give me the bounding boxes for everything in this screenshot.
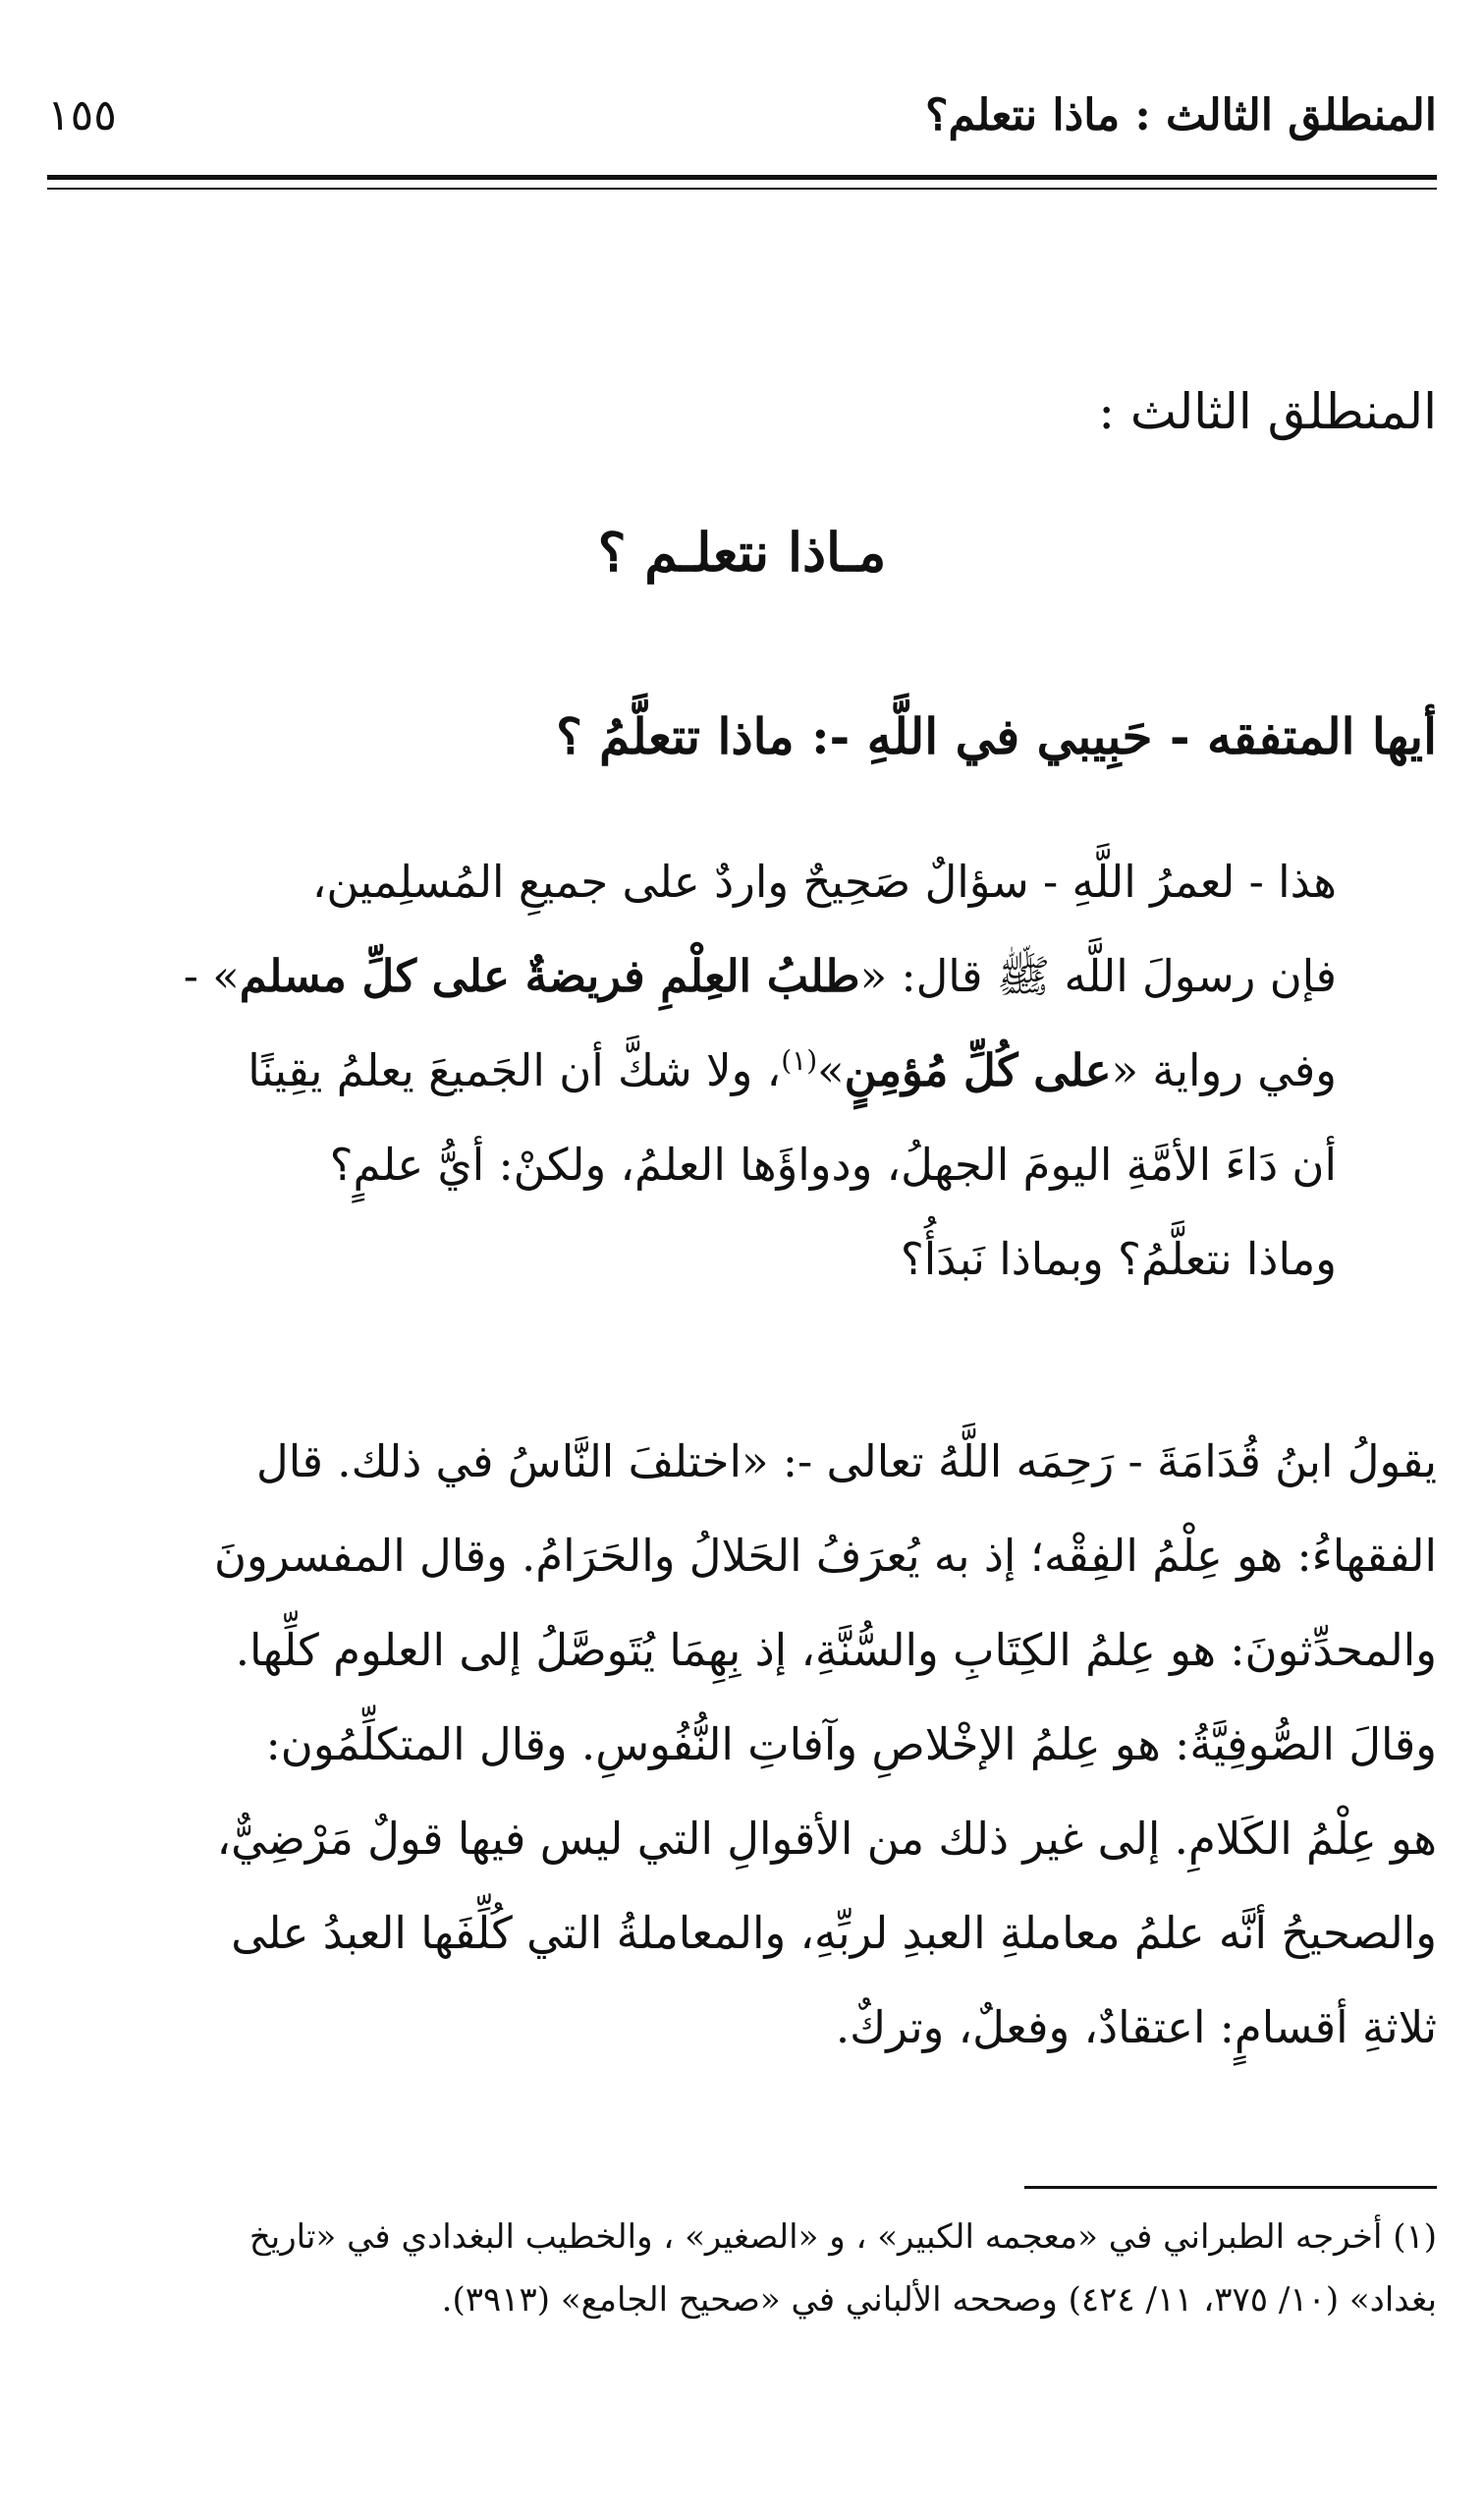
hadith-variant-quote: على كُلِّ مُؤمِنٍ <box>844 1044 1112 1096</box>
paragraph-line: ثلاثةِ أقسامٍ: اعتقادٌ، وفعلٌ، وتركٌ. <box>835 2001 1437 2053</box>
footnote-line: (١) أخرجه الطبراني في «معجمه الكبير» ، و «الصغير» ، والخطيب البغدادي في «تاريخ <box>248 2217 1437 2257</box>
subheading: أيها المتفقه - حَبِيبي في اللَّهِ -: ماذا تتعلَّمُ ؟ <box>556 707 1437 765</box>
paragraph-1 <box>183 835 1337 1307</box>
paragraph-line <box>183 929 1337 1024</box>
paragraph-line: هو عِلْمُ الكَلامِ. إلى غير ذلك من الأقوالِ التي ليس فيها قولٌ مَرْضِيٌّ، <box>216 1813 1437 1865</box>
section-title: مـاذا نتعلـم ؟ <box>597 521 887 584</box>
paragraph-line: هذا - لعمرُ اللَّهِ - سؤالٌ صَحِيحٌ واردٌ على جميعِ المُسلِمين، <box>311 856 1337 908</box>
text-run: وفي رواية « <box>1111 1044 1337 1096</box>
paragraph-line: يقولُ ابنُ قُدَامَةَ - رَحِمَه اللَّهُ تعالى -: «اختلفَ النَّاسُ في ذلك. قال <box>256 1435 1437 1487</box>
paragraph-line: وقالَ الصُّوفِيَّةُ: هو عِلمُ الإخْلاصِ وآفاتِ النُّفُوسِ. وقال المتكلِّمُون: <box>265 1718 1437 1770</box>
hadith-quote: طلبُ العِلْمِ فريضةٌ على كلِّ مسلم <box>239 950 860 1002</box>
paragraph-line: وماذا نتعلَّمُ؟ وبماذا نَبدَأُ؟ <box>900 1233 1337 1285</box>
header-rule-thick <box>47 175 1437 180</box>
paragraph-line: الفقهاءُ: هو عِلْمُ الفِقْه؛ إذ به يُعرَفُ الحَلالُ والحَرَامُ. وقال المفسرونَ <box>214 1530 1437 1582</box>
paragraph-line: والصحيحُ أنَّه علمُ معاملةِ العبدِ لربِّهِ، والمعاملةُ التي كُلِّفَها العبدُ على <box>231 1907 1437 1959</box>
paragraph-line: والمحدِّثونَ: هو عِلمُ الكِتَابِ والسُّنَّةِ، إذ بِهِمَا يُتَوصَّلُ إلى العلوم كلِّها. <box>235 1624 1437 1676</box>
running-title: المنطلق الثالث : ماذا نتعلم؟ <box>925 90 1437 140</box>
text-run: » - <box>183 950 240 1002</box>
paragraph-line <box>222 1024 1337 1118</box>
page-number: ١٥٥ <box>47 90 117 140</box>
text-run: فإن رسولَ اللَّه ﷺ قال: « <box>859 950 1337 1002</box>
text-run: ، ولا شكَّ أن الجَميعَ يعلمُ يقِينًا <box>247 1044 782 1096</box>
footnote-line: بغداد» (١٠/ ٣٧٥، ١١/ ٤٢٤) وصححه الألباني في «صحيح الجامع» (٣٩١٣). <box>441 2280 1437 2320</box>
footnote-marker: (١) <box>781 1044 818 1077</box>
paragraph-2 <box>47 1415 1437 2075</box>
footnotes <box>47 2206 1437 2331</box>
section-label: المنطلق الثالث : <box>1098 383 1437 440</box>
header-rule-thin <box>47 188 1437 190</box>
running-head <box>47 90 1437 159</box>
paragraph-line: أن دَاءَ الأمَّةِ اليومَ الجهلُ، ودواؤَها العلمُ، ولكنْ: أيُّ علمٍ؟ <box>329 1139 1337 1191</box>
text-run: » <box>817 1044 845 1096</box>
footnote-rule <box>1024 2186 1437 2189</box>
